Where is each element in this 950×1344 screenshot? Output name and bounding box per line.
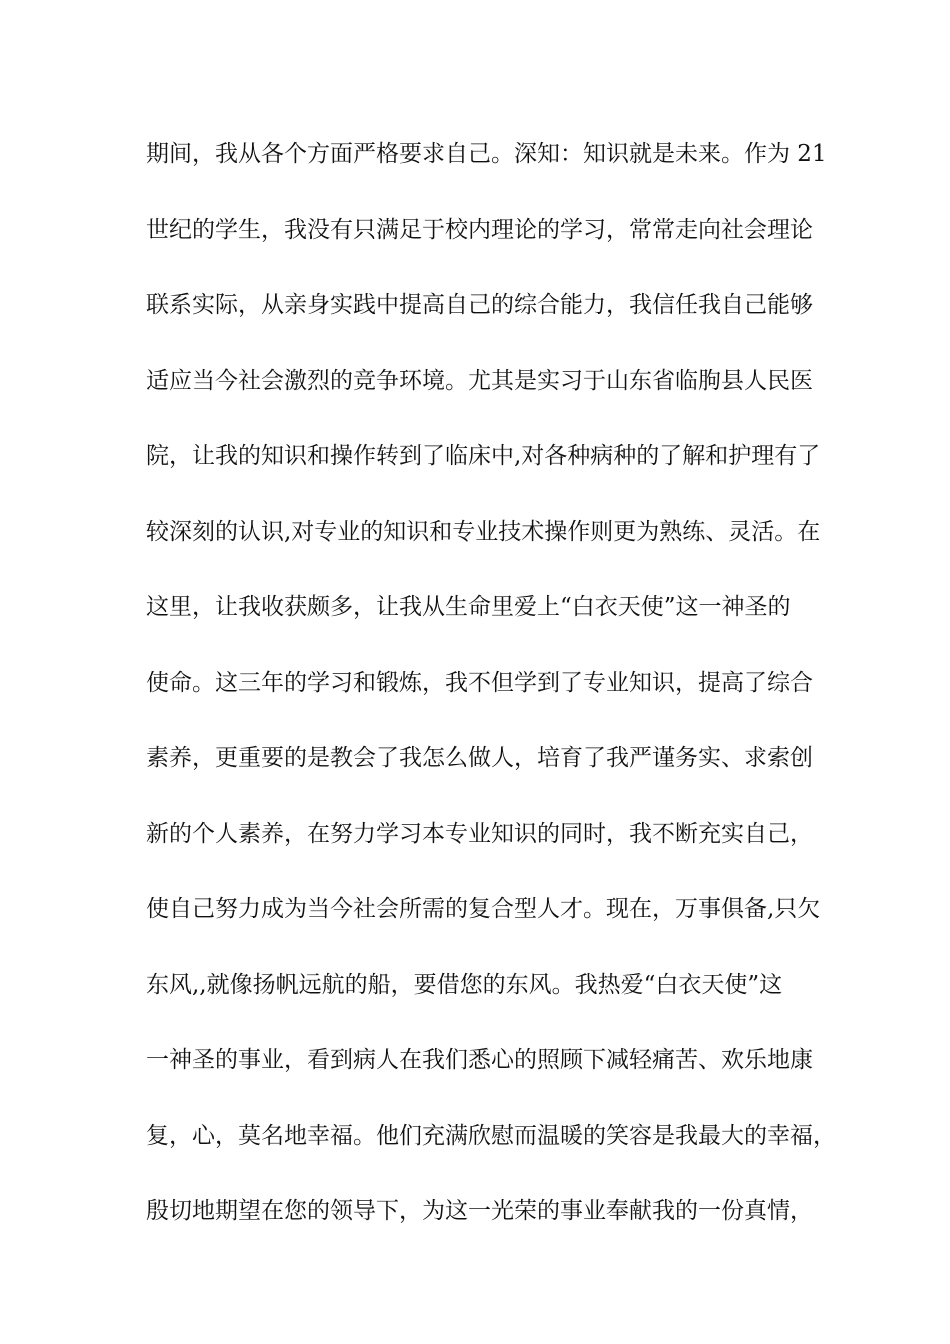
text-line-9: 素养，更重要的是教会了我怎么做人，培育了我严谨务实、求索创: [146, 745, 813, 771]
text-line-10: 新的个人素养，在努力学习本专业知识的同时，我不断充实自己，: [146, 820, 813, 847]
text-line-15: 殷切地期望在您的领导下，为这一光荣的事业奉献我的一份真情，: [146, 1198, 813, 1224]
text-line-8: 使命。这三年的学习和锻炼，我不但学到了专业知识，提高了综合: [146, 669, 813, 696]
text-line-5: 院，让我的知识和操作转到了临床中,对各种病种的了解和护理有了: [146, 443, 821, 469]
text-line-7: 这里，让我收获颇多，让我从生命里爱上“白衣天使”这一神圣的: [146, 594, 791, 620]
text-line-14: 复，心，莫名地幸福。他们充满欣慰而温暖的笑容是我最大的幸福，: [146, 1122, 836, 1149]
text-line-12: 东风,,就像扬帆远航的船，要借您的东风。我热爱“白衣天使”这: [146, 971, 783, 998]
text-line-13: 一神圣的事业，看到病人在我们悉心的照顾下减轻痛苦、欢乐地康: [146, 1047, 813, 1073]
text-line-3: 联系实际，从亲身实践中提高自己的综合能力，我信任我自己能够: [146, 292, 813, 318]
text-line-1: 期间，我从各个方面严格要求自己。深知：知识就是未来。作为 21: [146, 141, 827, 167]
text-line-4: 适应当今社会激烈的竞争环境。尤其是实习于山东省临朐县人民医: [146, 367, 813, 394]
body-text: [146, 132, 836, 1265]
text-line-6: 较深刻的认识,对专业的知识和专业技术操作则更为熟练、灵活。在: [146, 518, 821, 545]
text-line-2: 世纪的学生，我没有只满足于校内理论的学习，常常走向社会理论: [146, 216, 813, 243]
text-line-11: 使自己努力成为当今社会所需的复合型人才。现在，万事俱备,只欠: [146, 896, 821, 922]
